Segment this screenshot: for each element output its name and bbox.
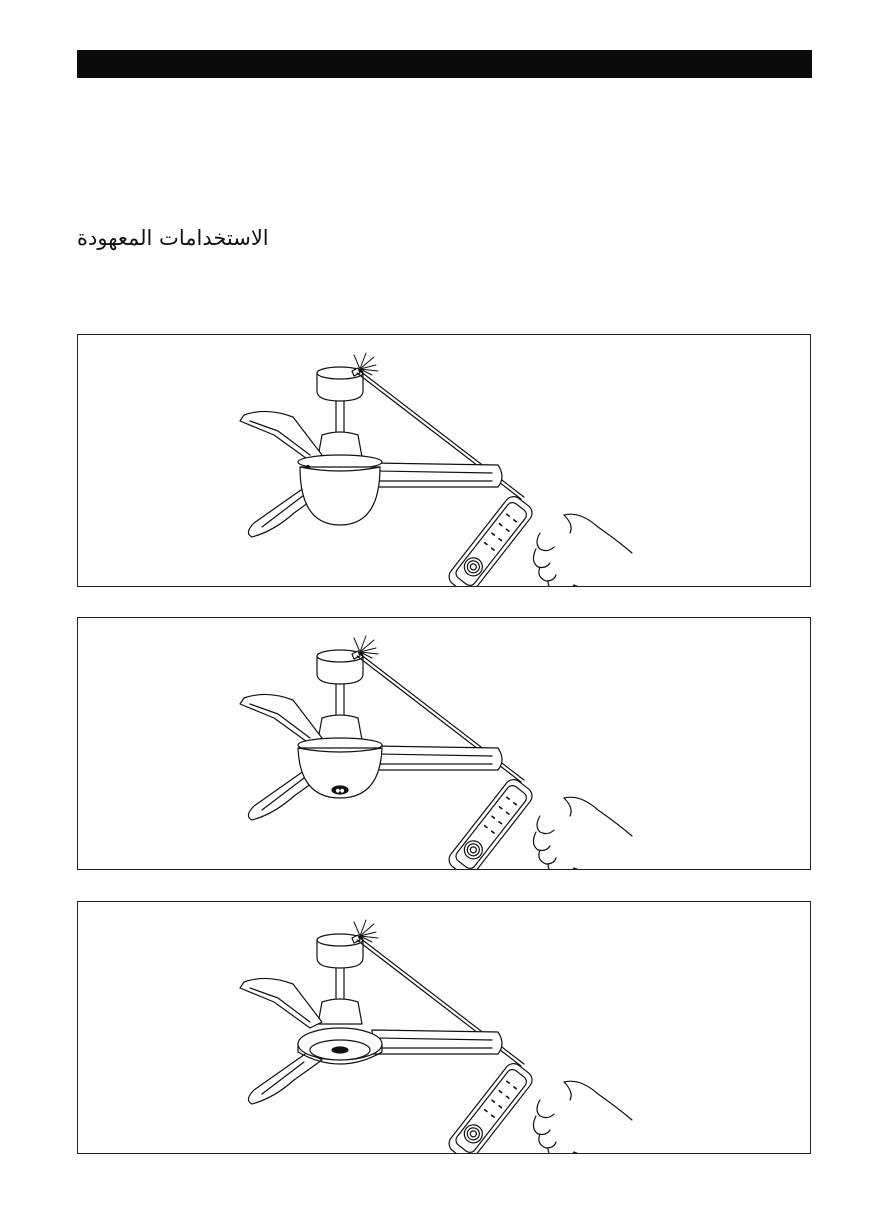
header-bar	[77, 50, 812, 78]
illustration-panel-3	[77, 901, 811, 1154]
illustration-panel-1	[77, 334, 811, 587]
fan-remote-illustration-1	[78, 335, 811, 587]
fan-remote-illustration-3	[78, 902, 811, 1154]
section-title: الاستخدامات المعهودة	[77, 226, 269, 250]
fan-remote-illustration-2	[78, 618, 811, 870]
svg-text:●●: ●●	[335, 788, 345, 794]
illustration-panel-2	[77, 617, 811, 870]
